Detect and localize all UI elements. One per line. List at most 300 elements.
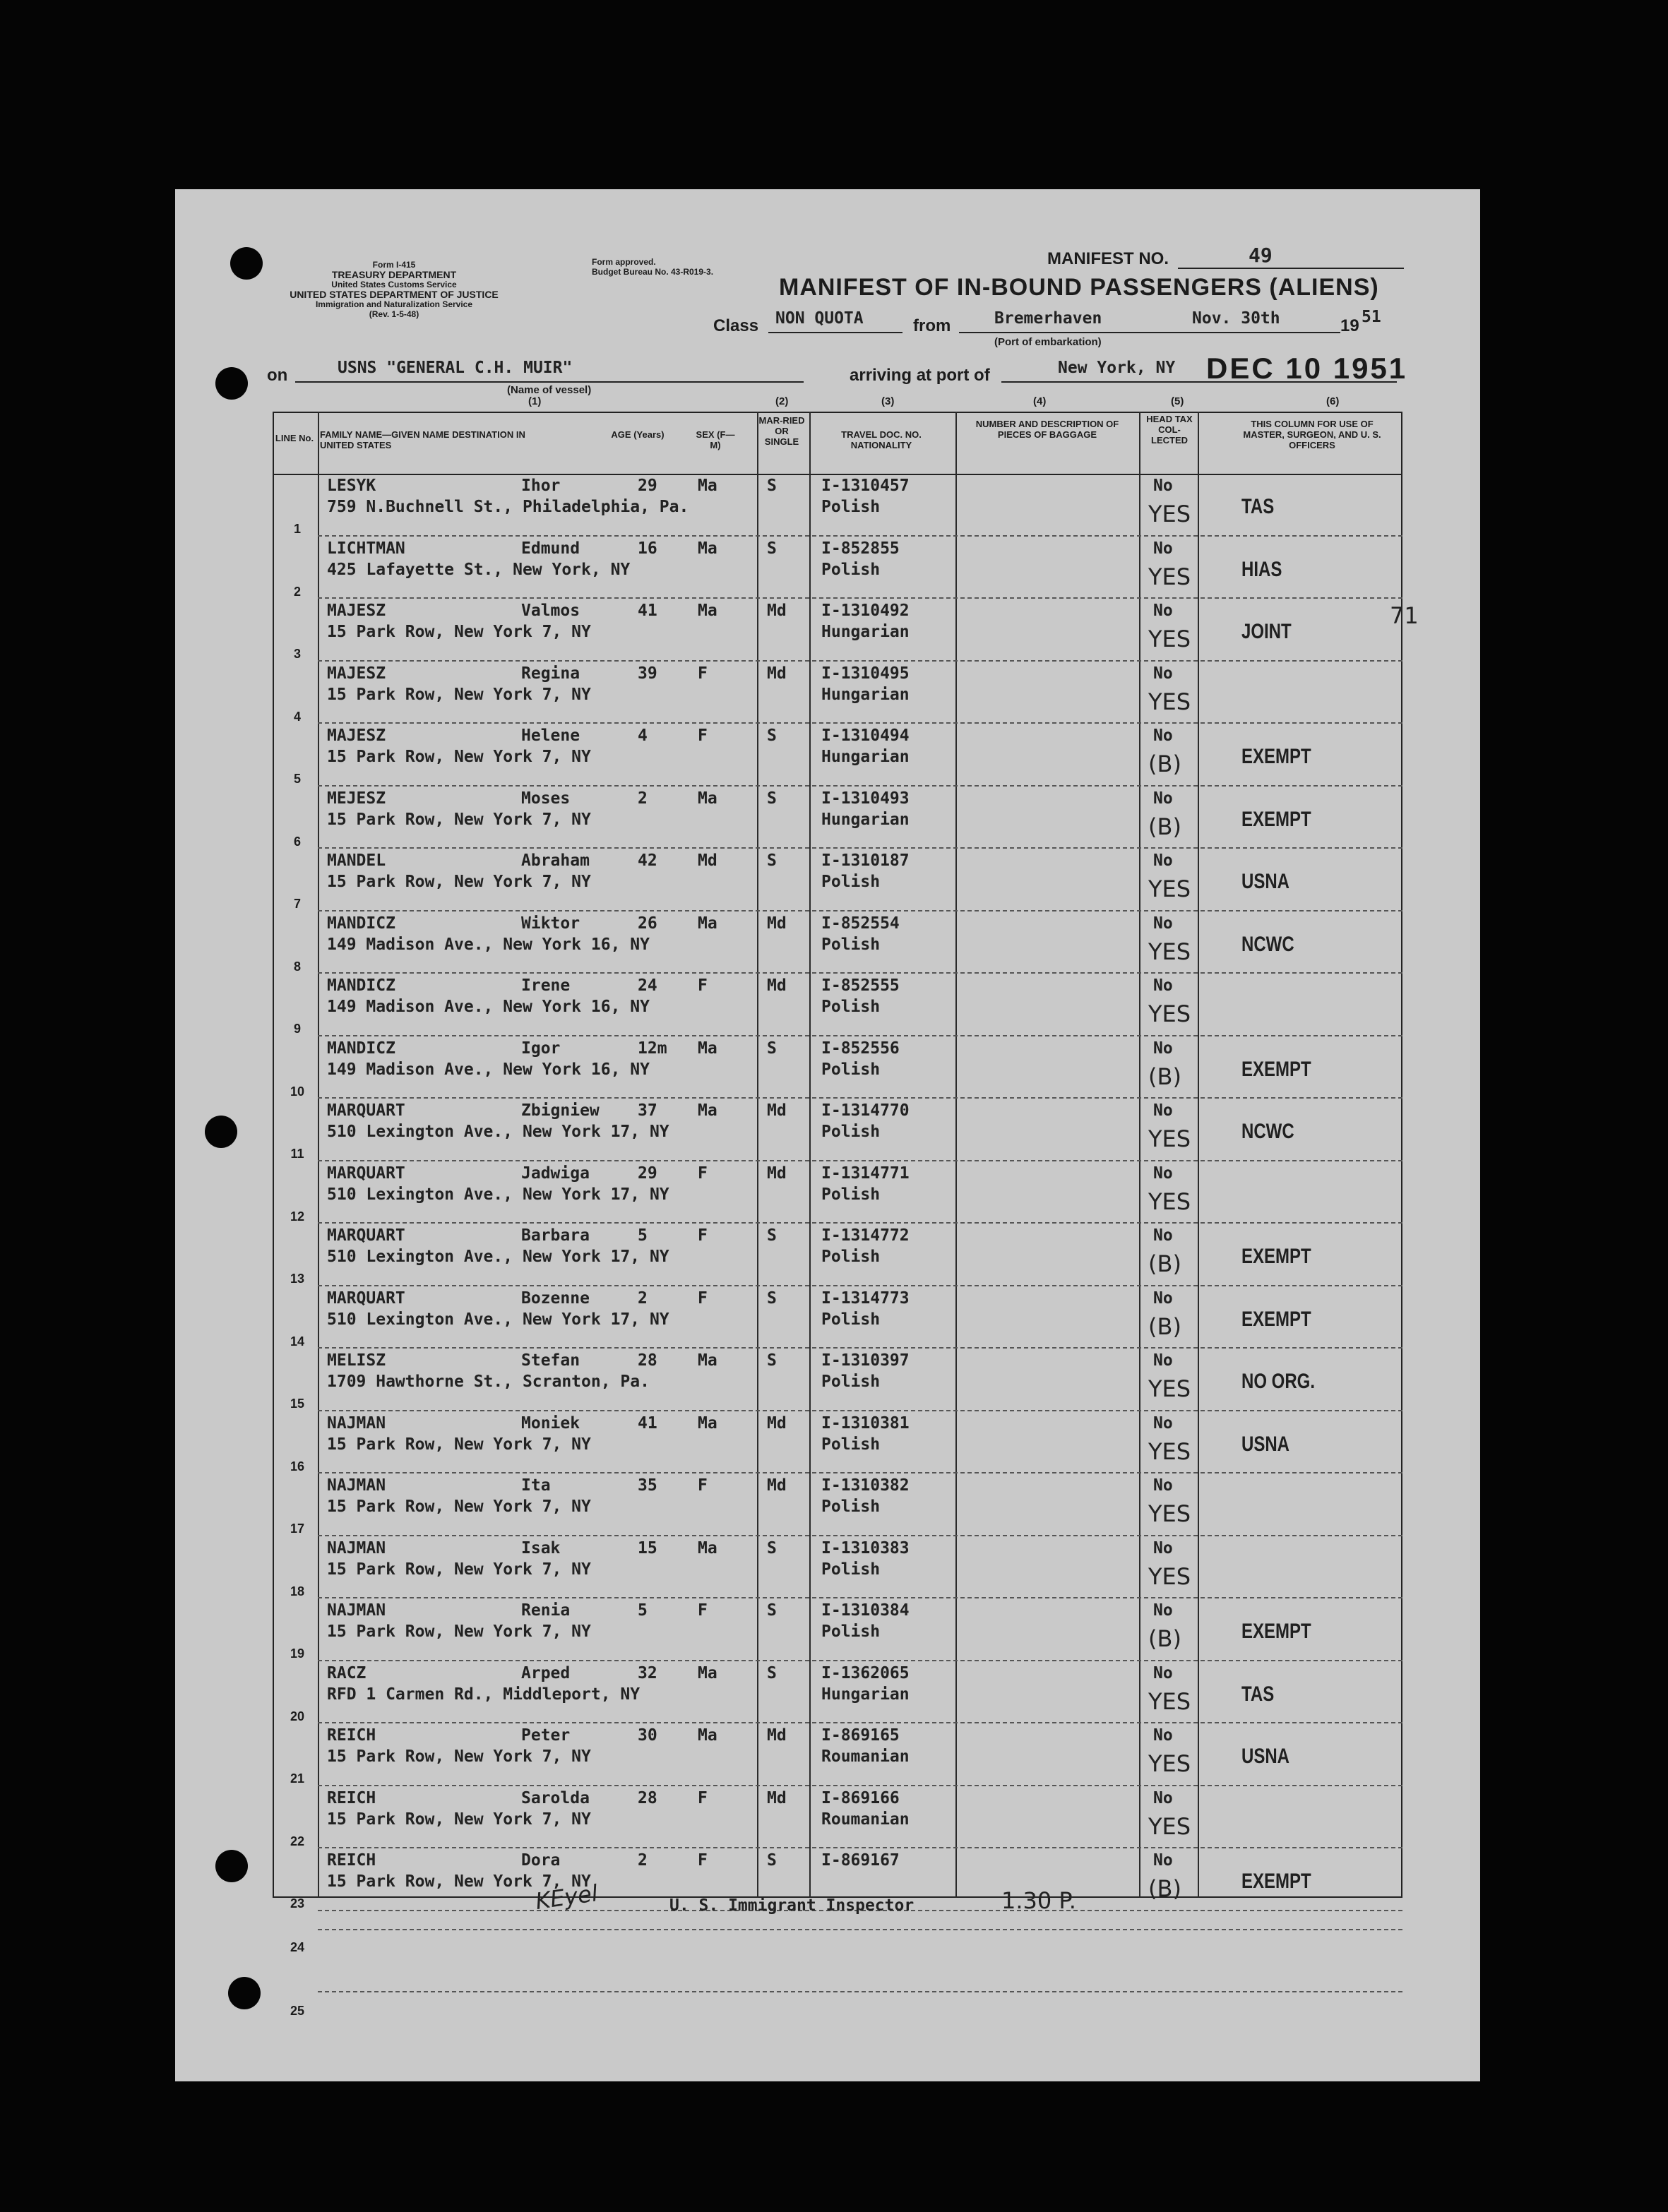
line-number: 18 [290, 1584, 305, 1598]
nationality: Hungarian [821, 748, 910, 766]
header-age: AGE (Years) [611, 429, 665, 440]
travel-doc-no: I-852554 [821, 914, 900, 933]
officer-note: USNA [1241, 1745, 1290, 1768]
head-tax-typed: No [1153, 914, 1173, 933]
sex: Md [698, 851, 717, 870]
blank-line-24 [318, 1929, 1402, 1931]
marital-status: Md [767, 1101, 787, 1120]
given-name: Peter [521, 1726, 571, 1745]
line-number: 17 [290, 1522, 305, 1536]
sex: Ma [698, 1039, 717, 1058]
head-tax-typed: No [1153, 1601, 1173, 1620]
marital-status: Md [767, 1413, 787, 1433]
sex: F [698, 1476, 708, 1495]
sex: F [698, 1851, 708, 1870]
family-name: MARQUART [327, 1164, 405, 1183]
officer-note: TAS [1241, 495, 1275, 518]
sex: Ma [698, 789, 717, 808]
family-name: NAJMAN [327, 1413, 386, 1433]
given-name: Bozenne [521, 1289, 590, 1308]
given-name: Arped [521, 1663, 571, 1682]
row-rule [318, 1160, 1402, 1162]
manifest-no-label: MANIFEST NO. [1047, 249, 1169, 268]
destination: 15 Park Row, New York 7, NY [327, 1435, 591, 1454]
col-divider-3 [809, 412, 811, 1898]
destination: 149 Madison Ave., New York 16, NY [327, 935, 650, 954]
age: 5 [638, 1226, 648, 1245]
sex: Ma [698, 1101, 717, 1120]
date-value: Nov. 30th [1192, 309, 1280, 328]
class-label: Class [713, 316, 759, 335]
sex: F [698, 727, 708, 745]
destination: 15 Park Row, New York 7, NY [327, 1560, 591, 1579]
col-number-3: (3) [881, 395, 895, 407]
revision-date: (Rev. 1-5-48) [369, 309, 419, 319]
given-name: Ita [521, 1476, 551, 1495]
manifest-page [175, 189, 1480, 2081]
manifest-title: MANIFEST OF IN-BOUND PASSENGERS (ALIENS) [779, 274, 1379, 301]
punch-hole [230, 247, 263, 280]
head-tax-handwritten: (B) [1148, 1625, 1181, 1652]
head-tax-handwritten: YES [1148, 688, 1191, 715]
travel-doc-no: I-1310492 [821, 602, 910, 620]
head-tax-handwritten: YES [1148, 501, 1191, 527]
destination: 510 Lexington Ave., New York 17, NY [327, 1310, 669, 1329]
family-name: MARQUART [327, 1226, 405, 1245]
header-rule [273, 474, 1402, 475]
row-rule [318, 1347, 1402, 1349]
destination: 510 Lexington Ave., New York 17, NY [327, 1123, 669, 1141]
marital-status: Md [767, 602, 787, 620]
row-rule [318, 1597, 1402, 1599]
family-name: MAJESZ [327, 664, 386, 683]
given-name: Isak [521, 1538, 561, 1558]
travel-doc-no: I-1310457 [821, 477, 910, 495]
head-tax-handwritten: YES [1148, 875, 1191, 902]
travel-doc-no: I-1314770 [821, 1101, 910, 1120]
row-rule [318, 972, 1402, 974]
punch-hole [228, 1977, 261, 2009]
row-rule [318, 1035, 1402, 1037]
nationality: Hungarian [821, 685, 910, 704]
treasury-dept: TREASURY DEPARTMENT [331, 269, 457, 280]
destination: 759 N.Buchnell St., Philadelphia, Pa. [327, 498, 689, 516]
travel-doc-no: I-1362065 [821, 1663, 910, 1682]
travel-doc-no: I-869166 [821, 1788, 900, 1807]
given-name: Regina [521, 664, 580, 683]
given-name: Moses [521, 789, 571, 808]
col-divider-2 [757, 412, 758, 1898]
nationality: Polish [821, 1310, 881, 1329]
nationality: Polish [821, 1435, 881, 1454]
officer-note: EXEMPT [1241, 807, 1311, 831]
marital-status: Md [767, 1726, 787, 1745]
family-name: MELISZ [327, 1351, 386, 1370]
nationality: Polish [821, 1248, 881, 1266]
travel-doc-no: I-1310397 [821, 1351, 910, 1370]
officer-note: EXEMPT [1241, 745, 1311, 768]
margin-note: 71 [1390, 602, 1419, 629]
family-name: NAJMAN [327, 1601, 386, 1620]
age: 29 [638, 1164, 657, 1183]
on-label: on [267, 366, 288, 385]
class-field [768, 306, 902, 333]
age: 41 [638, 602, 657, 620]
line-number: 13 [290, 1272, 305, 1286]
marital-status: S [767, 1663, 777, 1682]
travel-doc-no: I-1310383 [821, 1538, 910, 1558]
inspector-note: 1.30 P. [1001, 1887, 1076, 1914]
destination: 15 Park Row, New York 7, NY [327, 1810, 591, 1829]
officer-note: HIAS [1241, 557, 1282, 581]
travel-doc-no: I-1310493 [821, 789, 910, 808]
line-number: 8 [293, 959, 301, 974]
sex: Ma [698, 1663, 717, 1682]
destination: 15 Park Row, New York 7, NY [327, 873, 591, 891]
head-tax-typed: No [1153, 1476, 1173, 1495]
nationality: Polish [821, 1185, 881, 1204]
sex: Ma [698, 914, 717, 933]
line-number: 19 [290, 1646, 305, 1661]
head-tax-handwritten: (B) [1148, 751, 1181, 777]
header-travel: TRAVEL DOC. NO. NATIONALITY [841, 429, 922, 450]
head-tax-typed: No [1153, 1289, 1173, 1308]
form-approved: Form approved. [592, 257, 656, 267]
manifest-no-field [1178, 242, 1404, 269]
officer-note: USNA [1241, 1432, 1290, 1456]
given-name: Abraham [521, 851, 590, 870]
given-name: Jadwiga [521, 1164, 590, 1183]
nationality: Hungarian [821, 1685, 910, 1704]
header-officers: THIS COLUMN FOR USE OF MASTER, SURGEON, AND U. S. OFFICERS [1243, 419, 1381, 450]
given-name: Moniek [521, 1413, 580, 1433]
family-name: LICHTMAN [327, 539, 405, 558]
head-tax-handwritten: YES [1148, 1000, 1191, 1027]
inspector-signature: KEyel [533, 1879, 600, 1915]
head-tax-typed: No [1153, 1039, 1173, 1058]
head-tax-typed: No [1153, 1663, 1173, 1682]
family-name: LESYK [327, 477, 376, 495]
head-tax-handwritten: (B) [1148, 1250, 1181, 1277]
sex: Ma [698, 1351, 717, 1370]
officer-note: TAS [1241, 1682, 1275, 1706]
head-tax-handwritten: YES [1148, 563, 1191, 590]
sex: Ma [698, 602, 717, 620]
travel-doc-no: I-1310187 [821, 851, 910, 870]
sex: Ma [698, 1538, 717, 1558]
given-name: Wiktor [521, 914, 580, 933]
row-rule [318, 597, 1402, 599]
destination: 15 Park Row, New York 7, NY [327, 1497, 591, 1516]
travel-doc-no: I-852555 [821, 976, 900, 995]
head-tax-handwritten: YES [1148, 1562, 1191, 1590]
officer-note: JOINT [1241, 620, 1292, 643]
justice-dept: UNITED STATES DEPARTMENT OF JUSTICE [290, 289, 499, 300]
col-number-4: (4) [1033, 395, 1047, 407]
line-number: 14 [290, 1334, 305, 1349]
age: 24 [638, 976, 657, 995]
age: 28 [638, 1788, 657, 1807]
marital-status: S [767, 1226, 777, 1245]
family-name: REICH [327, 1851, 376, 1870]
line-number: 5 [293, 772, 301, 786]
marital-status: S [767, 1039, 777, 1058]
given-name: Zbigniew [521, 1101, 600, 1120]
row-rule [318, 847, 1402, 849]
header-married: MAR-RIED OR SINGLE [758, 415, 805, 447]
nationality: Polish [821, 935, 881, 954]
officer-note: EXEMPT [1241, 1870, 1311, 1893]
col-divider-5 [1139, 412, 1140, 1898]
row-rule [318, 1410, 1402, 1412]
head-tax-handwritten: YES [1148, 1500, 1191, 1527]
line-number: 3 [293, 647, 301, 661]
given-name: Ihor [521, 477, 561, 495]
given-name: Barbara [521, 1226, 590, 1245]
marital-status: S [767, 1538, 777, 1558]
sex: F [698, 976, 708, 995]
line-number: 20 [290, 1709, 305, 1723]
age: 30 [638, 1726, 657, 1745]
from-field [959, 306, 1340, 333]
sex: F [698, 1226, 708, 1245]
head-tax-handwritten: YES [1148, 626, 1191, 652]
head-tax-handwritten: YES [1148, 1687, 1191, 1715]
family-name: MARQUART [327, 1289, 405, 1308]
header-tax: HEAD TAX COL-LECTED [1146, 414, 1193, 446]
nationality: Polish [821, 560, 881, 579]
destination: 425 Lafayette St., New York, NY [327, 560, 631, 579]
date-stamp: DEC 10 1951 [1206, 352, 1408, 385]
given-name: Stefan [521, 1351, 580, 1370]
line-number: 12 [290, 1209, 305, 1224]
officer-note: EXEMPT [1241, 1245, 1311, 1268]
marital-status: S [767, 789, 777, 808]
arrival-port: New York, NY [1058, 359, 1176, 377]
punch-hole [205, 1116, 237, 1148]
family-name: NAJMAN [327, 1538, 386, 1558]
col-divider-6 [1198, 412, 1199, 1898]
col-divider-1 [318, 412, 319, 1898]
form-id-block [267, 260, 521, 319]
line-number-25: 25 [290, 2004, 305, 2018]
head-tax-typed: No [1153, 1538, 1173, 1558]
year-prefix: 19 [1340, 316, 1359, 335]
blank-line-25 [318, 1991, 1402, 1993]
marital-status: S [767, 477, 777, 495]
col-number-1: (1) [528, 395, 542, 407]
nationality: Hungarian [821, 623, 910, 641]
head-tax-typed: No [1153, 1351, 1173, 1370]
line-number: 23 [290, 1896, 305, 1911]
row-rule [318, 785, 1402, 787]
sex: Ma [698, 477, 717, 495]
head-tax-typed: No [1153, 1164, 1173, 1183]
family-name: MANDICZ [327, 1039, 395, 1058]
officer-note: EXEMPT [1241, 1307, 1311, 1331]
given-name: Dora [521, 1851, 561, 1870]
ins-service: Immigration and Naturalization Service [315, 299, 473, 309]
family-name: MANDICZ [327, 914, 395, 933]
head-tax-typed: No [1153, 1788, 1173, 1807]
nationality: Polish [821, 998, 881, 1016]
given-name: Sarolda [521, 1788, 590, 1807]
sex: Ma [698, 1726, 717, 1745]
given-name: Helene [521, 727, 580, 745]
punch-hole [215, 367, 248, 400]
head-tax-typed: No [1153, 1413, 1173, 1433]
nationality: Polish [821, 1060, 881, 1079]
nationality: Hungarian [821, 810, 910, 829]
head-tax-typed: No [1153, 1726, 1173, 1745]
travel-doc-no: I-1314773 [821, 1289, 910, 1308]
marital-status: Md [767, 914, 787, 933]
officer-note: USNA [1241, 870, 1290, 893]
line-number: 21 [290, 1771, 305, 1786]
nationality: Polish [821, 1123, 881, 1141]
destination: RFD 1 Carmen Rd., Middleport, NY [327, 1685, 641, 1704]
nationality: Polish [821, 1373, 881, 1391]
destination: 149 Madison Ave., New York 16, NY [327, 998, 650, 1016]
marital-status: Md [767, 1788, 787, 1807]
approval-block [592, 257, 713, 277]
travel-doc-no: I-1314772 [821, 1226, 910, 1245]
nationality: Roumanian [821, 1747, 910, 1766]
line-number: 15 [290, 1397, 305, 1411]
budget-bureau: Budget Bureau No. 43-R019-3. [592, 267, 714, 277]
line-number: 7 [293, 897, 301, 911]
family-name: REICH [327, 1726, 376, 1745]
vessel-value: USNS "GENERAL C.H. MUIR" [338, 359, 573, 377]
head-tax-typed: No [1153, 539, 1173, 558]
nationality: Polish [821, 1622, 881, 1641]
line-number: 10 [290, 1084, 305, 1099]
travel-doc-no: I-1310495 [821, 664, 910, 683]
row-rule [318, 1847, 1402, 1849]
destination: 15 Park Row, New York 7, NY [327, 685, 591, 704]
marital-status: S [767, 1851, 777, 1870]
sex: F [698, 1788, 708, 1807]
customs-service: United States Customs Service [331, 280, 457, 289]
year-value: 51 [1362, 308, 1381, 326]
sex: F [698, 1601, 708, 1620]
family-name: MAJESZ [327, 602, 386, 620]
travel-doc-no: I-852855 [821, 539, 900, 558]
travel-doc-no: I-1310381 [821, 1413, 910, 1433]
head-tax-handwritten: YES [1148, 1750, 1191, 1777]
officer-note: NO ORG. [1241, 1370, 1316, 1393]
punch-hole [215, 1850, 248, 1882]
destination: 15 Park Row, New York 7, NY [327, 1872, 591, 1891]
line-number: 1 [293, 522, 301, 536]
col-divider-4 [955, 412, 957, 1898]
head-tax-handwritten: YES [1148, 1437, 1191, 1465]
col-number-6: (6) [1326, 395, 1340, 407]
age: 4 [638, 727, 648, 745]
col-number-5: (5) [1171, 395, 1184, 407]
destination: 15 Park Row, New York 7, NY [327, 1747, 591, 1766]
sex: Ma [698, 1413, 717, 1433]
col-number-2: (2) [775, 395, 789, 407]
nationality: Polish [821, 1497, 881, 1516]
age: 39 [638, 664, 657, 683]
age: 15 [638, 1538, 657, 1558]
travel-doc-no: I-1310382 [821, 1476, 910, 1495]
row-rule [318, 1222, 1402, 1224]
travel-doc-no: I-1310494 [821, 727, 910, 745]
nationality: Polish [821, 498, 881, 516]
sex: F [698, 1289, 708, 1308]
destination: 510 Lexington Ave., New York 17, NY [327, 1248, 669, 1266]
row-rule [318, 535, 1402, 537]
age: 29 [638, 477, 657, 495]
age: 41 [638, 1413, 657, 1433]
head-tax-handwritten: YES [1148, 1188, 1191, 1215]
age: 16 [638, 539, 657, 558]
age: 37 [638, 1101, 657, 1120]
head-tax-handwritten: (B) [1148, 1875, 1181, 1902]
given-name: Renia [521, 1601, 571, 1620]
officer-note: NCWC [1241, 932, 1294, 956]
row-rule [318, 1660, 1402, 1662]
age: 2 [638, 1289, 648, 1308]
head-tax-handwritten: YES [1148, 1125, 1191, 1152]
row-rule [318, 1097, 1402, 1099]
line-number: 16 [290, 1459, 305, 1473]
head-tax-typed: No [1153, 1851, 1173, 1870]
head-tax-typed: No [1153, 477, 1173, 495]
age: 12m [638, 1039, 667, 1058]
destination: 1709 Hawthorne St., Scranton, Pa. [327, 1373, 650, 1391]
marital-status: Md [767, 1476, 787, 1495]
travel-doc-no: I-869165 [821, 1726, 900, 1745]
age: 35 [638, 1476, 657, 1495]
age: 28 [638, 1351, 657, 1370]
vessel-field [295, 356, 804, 383]
row-rule [318, 1785, 1402, 1787]
port-caption: (Port of embarkation) [994, 336, 1102, 348]
travel-doc-no: I-1310384 [821, 1601, 910, 1620]
head-tax-typed: No [1153, 602, 1173, 620]
given-name: Valmos [521, 602, 580, 620]
family-name: MARQUART [327, 1101, 405, 1120]
sex: F [698, 1164, 708, 1183]
header-line-no: LINE No. [275, 433, 314, 443]
family-name: RACZ [327, 1663, 367, 1682]
marital-status: Md [767, 1164, 787, 1183]
travel-doc-no: I-1314771 [821, 1164, 910, 1183]
destination: 149 Madison Ave., New York 16, NY [327, 1060, 650, 1079]
head-tax-typed: No [1153, 851, 1173, 870]
row-rule [318, 1535, 1402, 1537]
head-tax-typed: No [1153, 1101, 1173, 1120]
marital-status: S [767, 851, 777, 870]
officer-note: NCWC [1241, 1120, 1294, 1143]
line-number-24: 24 [290, 1940, 305, 1954]
age: 2 [638, 789, 648, 808]
officer-note: EXEMPT [1241, 1620, 1311, 1643]
header-baggage: NUMBER AND DESCRIPTION OF PIECES OF BAGGAGE [975, 419, 1119, 440]
nationality: Polish [821, 1560, 881, 1579]
row-rule [318, 660, 1402, 662]
from-label: from [913, 316, 951, 335]
head-tax-handwritten: YES [1148, 1375, 1191, 1402]
line-number: 9 [293, 1022, 301, 1036]
sex: F [698, 664, 708, 683]
destination: 15 Park Row, New York 7, NY [327, 748, 591, 766]
officer-note: EXEMPT [1241, 1057, 1311, 1081]
line-number: 11 [290, 1147, 304, 1161]
